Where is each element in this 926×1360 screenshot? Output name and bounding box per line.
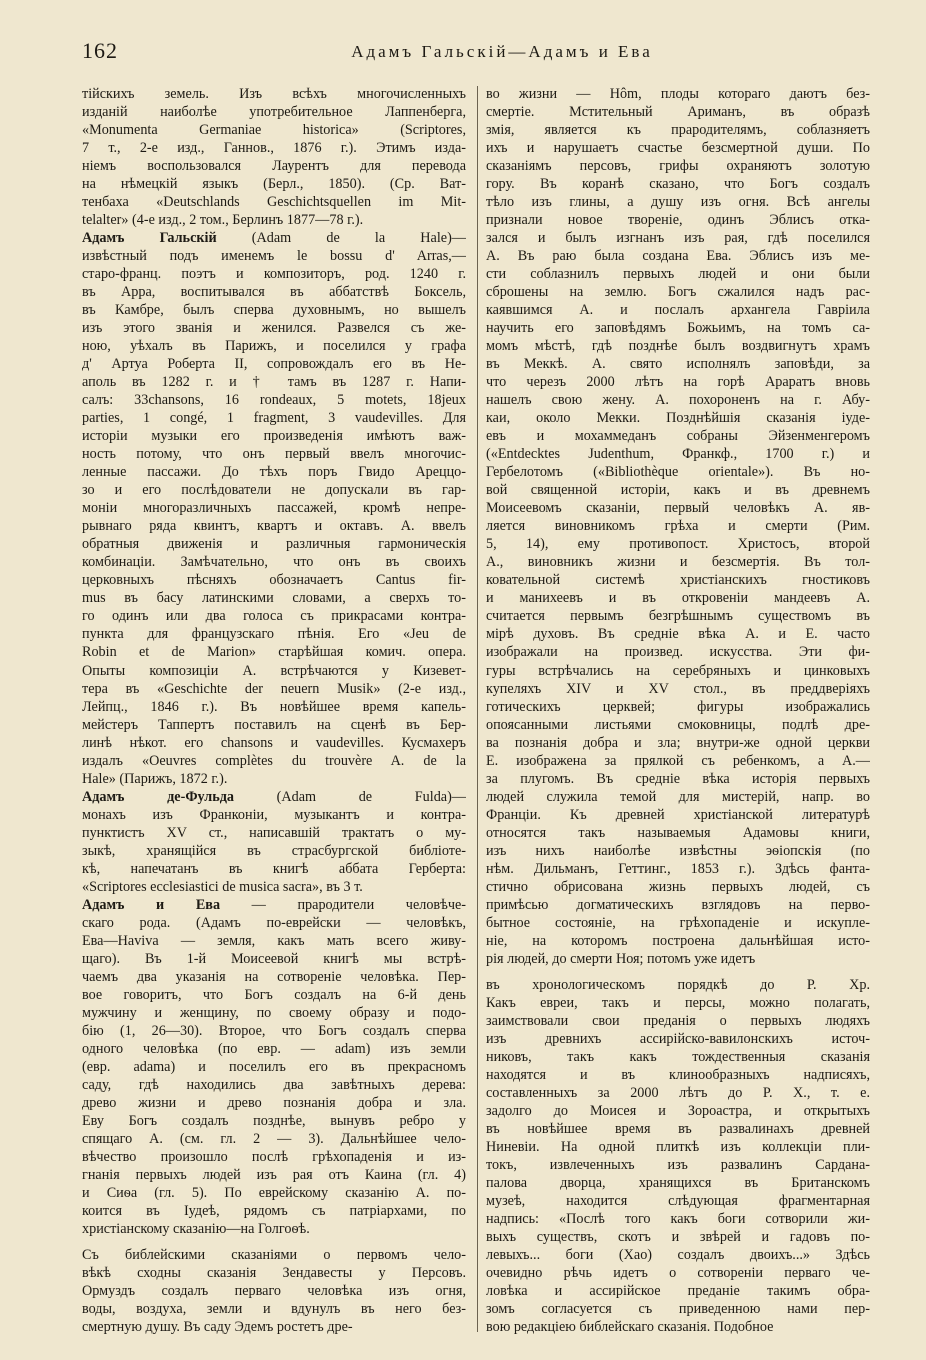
text-line: въ Меккѣ. А. свято исполнялъ заповѣди, за <box>486 356 870 373</box>
paragraph-gap <box>82 1238 466 1246</box>
text-line: ленные пассажи. До тѣхъ поръ Гвидо Ареццо- <box>82 464 466 481</box>
text-line: гнанія первыхъ людей изъ рая отъ Каина (гл. 4) <box>82 1166 466 1183</box>
text-line: кѣ, напечатанъ въ книгѣ аббата Герберта: <box>82 860 466 877</box>
text-line: («Entdecktes Judenthum, Франкф., 1700 г.) и <box>486 446 870 463</box>
text-line: нашелъ свою жену. А. похороненъ на г. Абу- <box>486 392 870 409</box>
text-line: что черезъ 2000 лѣтъ на горѣ Араратъ вновь <box>486 374 870 391</box>
text-line: за плугомъ. Въ средніе вѣка исторія первыхъ <box>486 770 870 787</box>
entry-headword: Адамъ Гальскій <box>82 230 217 247</box>
text-line: научить его заповѣдямъ Божьимъ, на томъ са- <box>486 320 870 337</box>
entry-headword: Адамъ и Ева <box>82 896 221 913</box>
text-line: каи, около Мекки. Позднѣйшія сказанія іуде- <box>486 410 870 427</box>
text-line: ихъ и нарушаетъ счастье безсмертной души. По <box>486 140 870 157</box>
text-line: гуры встрѣчались на серебряныхъ и цинковыхъ <box>486 662 870 679</box>
text-line: А. Въ раю была создана Ева. Эблисъ изъ ме- <box>486 248 870 265</box>
text-line: каявшимся А. и послалъ архангела Гавріила <box>486 302 870 319</box>
running-head: Адамъ Гальскій—Адамъ и Ева <box>351 42 653 61</box>
text-line: издалъ «Oeuvres complètes du trouvère A. de la <box>82 752 466 769</box>
text-line: извѣстный подъ именемъ le bossu d' Arras,— <box>82 248 466 265</box>
text-line: «Monumenta Germaniae historica» (Scriptores, <box>82 122 466 139</box>
text-line: гору. Въ коранѣ сказано, что Богъ создалъ <box>486 176 870 193</box>
text-line: ковательной системѣ христіанскихъ гностиковъ <box>486 572 870 589</box>
text-line: рывнаго ряда квинтъ, квартъ и октавъ. А. ввелъ <box>82 518 466 535</box>
text-line: (евр. adama) и поселилъ его въ прекрасномъ <box>82 1058 466 1075</box>
text-line: вѣчество произошло послѣ грѣхопаденія и из- <box>82 1148 466 1165</box>
text-line: обратныя движенія и различныя гармоническія <box>82 536 466 553</box>
right-column <box>486 85 870 1336</box>
text-line: опоясанными листьями смоковницы, подлѣ дре- <box>486 716 870 733</box>
text-line: Адамъ де-Фульда (Adam de Fulda)— <box>82 788 466 805</box>
text-line: надпись: «Послѣ того какъ боги сотворили жи- <box>486 1210 870 1227</box>
text-line: саду, гдѣ находились два завѣтныхъ дерева: <box>82 1076 466 1093</box>
text-line: салъ: 33chansons, 16 rondeaux, 5 motets, 18jeux <box>82 392 466 409</box>
text-line: тѣло изъ глины, а душу изъ огня. Всѣ ангелы <box>486 194 870 211</box>
text-line: ною, уѣхалъ въ Парижъ, и поселился у графа <box>82 338 466 355</box>
text-line: вою редакціею библейскаго сказанія. Подобное <box>486 1319 774 1336</box>
entry-headword: Адамъ де-Фульда <box>82 788 234 805</box>
text-line: Лейпц., 1846 г.). Въ новѣйшее время капель- <box>82 698 466 715</box>
text-line: тійскихъ земель. Изъ всѣхъ многочисленныхъ <box>82 86 466 102</box>
text-line: считается первымъ безгрѣшнымъ существомъ въ <box>486 608 870 625</box>
text-line: скаго рода. (Адамъ по-еврейски — человѣкъ, <box>82 914 466 931</box>
text-line: Hale» (Парижъ, 1872 г.). <box>82 770 228 787</box>
text-line: змія, является къ прародителямъ, соблазняетъ <box>486 122 870 139</box>
text-line: зомъ согласуется съ приведенною нами пер- <box>486 1301 870 1318</box>
text-line: пункта для французскаго пѣнія. Его «Jeu de <box>82 626 466 643</box>
text-line: въ Камбре, былъ сперва духовнымъ, но вышелъ <box>82 302 466 319</box>
text-line: Адамъ и Ева — прародители человѣче- <box>82 896 466 913</box>
text-line: находятся и въ клинообразныхъ надписяхъ, <box>486 1066 870 1083</box>
text-line: Ева—Haviva — земля, какъ мать всего живу- <box>82 932 466 949</box>
text-line: Ниневіи. На одной плиткѣ изъ коллекціи пли- <box>486 1138 870 1155</box>
text-line: въ Арра, воспитывался въ аббатствѣ Боксель, <box>82 284 466 301</box>
text-line: Моисеевомъ сказаніи, первый человѣкъ А. яв- <box>486 500 870 517</box>
text-line: ва познанія добра и зла; внутри-же одной церкви <box>486 734 870 751</box>
text-line: А., виновникъ жизни и безсмертія. Въ тол- <box>486 554 870 571</box>
text-line: изъ нихъ наиболѣе извѣстны эѳіопскія (по <box>486 842 870 859</box>
text-line: признали новое твореніе, одинъ Эблисъ отка- <box>486 212 870 229</box>
text-line: сказаніямъ персовъ, грифы охраняютъ золотую <box>486 158 870 175</box>
column-divider <box>477 86 478 1332</box>
text-line: Франціи. Къ древней христіанской литературѣ <box>486 806 870 823</box>
text-line: комбинаціи. Замѣчательно, что онъ въ своихъ <box>82 554 466 571</box>
text-line: мірѣ духовъ. Въ средніе вѣка А. и Е. часто <box>486 626 870 643</box>
text-line: древо жизни и древо познанія добра и зла. <box>82 1094 466 1111</box>
text-line: евъ и мохаммеданъ собраны Эйзенменгеромъ <box>486 428 870 445</box>
text-line: выхъ существъ, скотъ и звѣрей и гадовъ по- <box>486 1228 870 1245</box>
left-column <box>82 85 466 1336</box>
text-line: церковныхъ пѣсняхъ обозначаетъ Cantus fir- <box>82 572 466 589</box>
text-line: ность потому, что онъ первый ввелъ многочис- <box>82 446 466 463</box>
text-line: задолго до Моисея и Зороастра, и открытыхъ <box>486 1102 870 1119</box>
text-line: зо и его послѣдователи не допускали въ гар- <box>82 482 466 499</box>
text-line: тера въ «Geschichte der neuern Musik» (2-е изд., <box>82 680 466 697</box>
text-line: мужчину и женщину, по своему образу и подо- <box>82 1004 466 1021</box>
text-line: Ормуздъ создалъ перваго человѣка изъ огня, <box>82 1283 466 1300</box>
text-line: токъ, извлеченныхъ изъ развалинъ Сардана- <box>486 1156 870 1173</box>
text-line: 5, 14), ему противопост. Христосъ, второй <box>486 536 870 553</box>
text-line: щаго). Въ 1-й Моисеевой книгѣ мы встрѣ- <box>82 950 466 967</box>
text-line: и Сиѳа (гл. 5). По еврейскому сказанію А. по- <box>82 1184 466 1201</box>
text-line: стично обрисована жизнь первыхъ людей, съ <box>486 878 870 895</box>
text-line: купеляхъ XIV и XV стол., въ преддверіяхъ <box>486 680 870 697</box>
text-line: одного человѣка (по евр. — adam) изъ земли <box>82 1040 466 1057</box>
text-line: Е. изображена за прялкой съ ребенкомъ, а А.— <box>486 752 870 769</box>
text-line: вѣкѣ сходны сказанія Зендавесты у Персовъ. <box>82 1265 466 1282</box>
text-line: ніемъ воспользовался Лаурентъ для перевода <box>82 158 466 175</box>
text-line: parties, 1 congé, 1 fragment, 3 vaudevilles. Для <box>82 410 466 427</box>
text-line: очевидно рѣчь идетъ о сотвореніи перваго че- <box>486 1265 870 1282</box>
text-line: моніи многоразличныхъ пассажей, кромѣ непре- <box>82 500 466 517</box>
text-line: людей служила темой для мистерій, напр. во <box>486 788 870 805</box>
text-line: 7 т., 2-е изд., Ганнов., 1876 г.). Этимъ изда- <box>82 140 466 157</box>
text-line: Гербелотомъ («Bibliothèque orientale»). Въ но- <box>486 464 870 481</box>
text-line: изданій наиболѣе употребительное Лаппенберга, <box>82 104 466 121</box>
text-line: зыкѣ, хранящійся въ страсбургской библіоте- <box>82 842 466 859</box>
text-line: ловѣка и ассирійское преданіе такимъ обра- <box>486 1283 870 1300</box>
text-line: изображали на произвед. искусства. Эти фи- <box>486 644 870 661</box>
text-line: сти соблазнилъ первыхъ людей и они были <box>486 266 870 283</box>
text-line: составленныхъ за 2000 лѣтъ до Р. Х., т. е. <box>486 1084 870 1101</box>
text-line: въ хронологическомъ порядкѣ до Р. Хр. <box>486 976 870 993</box>
text-line: рія людей, до смерти Ноя; потомъ уже идетъ <box>486 950 756 967</box>
text-line: левыхъ... боги (Хао) создалъ двоихъ...» Здѣсь <box>486 1247 870 1263</box>
text-line: смертіе. Мстительный Ариманъ, въ образѣ <box>486 104 870 121</box>
text-line: тенбаха «Deutschlands Geschichtsquellen im Mit- <box>82 194 466 211</box>
text-line: бытное состояніе, на грѣхопаденіе и искупле- <box>486 914 870 931</box>
text-line: христіанскому сказанію—на Голгоѳѣ. <box>82 1220 310 1237</box>
text-line: Robin et de Marion» старѣйшая комич. опера. <box>82 644 466 661</box>
text-line: исторіи музыки его произведенія имѣютъ важ- <box>82 428 466 445</box>
text-line: монахъ изъ Франконіи, музыкантъ и контра- <box>82 806 466 823</box>
text-line: на нѣмецкій языкъ (Берл., 1850). (Ср. Ват- <box>82 176 466 193</box>
text-line: примѣсью догматическихъ взглядовъ на перво- <box>486 896 870 913</box>
text-line: «Scriptores ecclesiastici de musica sacra», въ 3 т. <box>82 878 363 895</box>
text-line: Адамъ Гальскій (Adam de la Hale)— <box>82 230 466 247</box>
text-line: заимствовали свои преданія о первыхъ людяхъ <box>486 1012 870 1029</box>
text-line: нѣм. Дильманъ, Геттинг., 1853 г.). Здѣсь фанта- <box>486 860 870 877</box>
text-line: изъ древнихъ ассирійско-вавилонскихъ источ- <box>486 1030 870 1047</box>
text-line: старо-франц. поэтъ и композиторъ, род. 1240 г. <box>82 266 466 283</box>
text-line: аполь въ 1282 г. и † тамъ въ 1287 г. Напи- <box>82 374 466 391</box>
text-line: ляется виновникомъ грѣха и смерти (Рим. <box>486 518 870 535</box>
text-line: момъ мѣстѣ, гдѣ позднѣе былъ воздвигнутъ храмъ <box>486 338 870 355</box>
text-line: зался и былъ изгнанъ изъ рая, гдѣ поселился <box>486 230 870 247</box>
text-line: во жизни — Hôm, плоды котораго даютъ без- <box>486 86 870 102</box>
text-line: музеѣ, находится слѣдующая фрагментарная <box>486 1192 870 1209</box>
text-line: мейстеръ Таппертъ поставилъ на сценѣ въ Бер- <box>82 716 466 733</box>
text-line: бію (1, 26—30). Второе, что Богъ создалъ сперва <box>82 1022 466 1039</box>
text-line: сброшены на землю. Богъ сжалился надъ рас- <box>486 284 870 301</box>
text-line: telalter» (4-е изд., 2 том., Берлинъ 1877—78 г.). <box>82 212 364 229</box>
text-line: линѣ нѣкот. его chansons и vaudevilles. Кусмахеръ <box>82 734 466 751</box>
text-line: вой священной исторіи, какъ и въ древнемъ <box>486 482 870 499</box>
text-line: го одинъ или два голоса съ прикрасами контра- <box>82 608 466 625</box>
text-line: въ новѣйшее время въ развалинахъ древней <box>486 1120 870 1137</box>
text-line: относятся такъ называемыя Адамовы книги, <box>486 824 870 841</box>
paragraph-gap <box>486 968 870 976</box>
text-line: Какъ евреи, такъ и персы, можно полагать, <box>486 994 870 1011</box>
text-line: mus въ басу латинскими словами, а сверхъ то- <box>82 590 466 607</box>
text-line: Еву Богъ создалъ позднѣе, вынувъ ребро у <box>82 1112 466 1129</box>
text-line: спящаго А. (см. гл. 2 — 3). Дальнѣйшее чело- <box>82 1130 466 1147</box>
text-line: и манихеевъ и въ откровеніи мандеевъ А. <box>486 590 870 607</box>
page-number: 162 <box>82 38 118 63</box>
text-line: д' Артуа Роберта II, сопровождалъ его въ Не- <box>82 356 466 373</box>
text-line: Съ библейскими сказаніями о первомъ чело- <box>82 1247 466 1263</box>
text-line: Опыты композиціи А. встрѣчаются у Кизевет- <box>82 662 466 679</box>
text-line: изъ этого званія и женился. Развелся съ же- <box>82 320 466 337</box>
text-line: ніе, на которомъ построена дальнѣйшая исто- <box>486 932 870 949</box>
text-line: никовъ, такъ какъ тождественныя сказанія <box>486 1048 870 1065</box>
text-line: смертную душу. Въ саду Эдемъ ростетъ дре- <box>82 1319 353 1336</box>
text-line: коится въ Іудеѣ, рядомъ съ патріархами, по <box>82 1202 466 1219</box>
text-line: пунктистъ XV ст., написавшій трактатъ о му- <box>82 824 466 841</box>
text-line: готическихъ церквей; фигуры изображались <box>486 698 870 715</box>
text-line: вое говоритъ, что Богъ создалъ на 6-й день <box>82 986 466 1003</box>
text-line: палова дворца, хранящихся въ Британскомъ <box>486 1174 870 1191</box>
text-line: чаемъ два указанія на сотвореніе человѣка. Пер- <box>82 968 466 985</box>
page-header <box>82 38 882 74</box>
text-line: воды, воздуха, земли и вдунулъ въ него без- <box>82 1301 466 1318</box>
